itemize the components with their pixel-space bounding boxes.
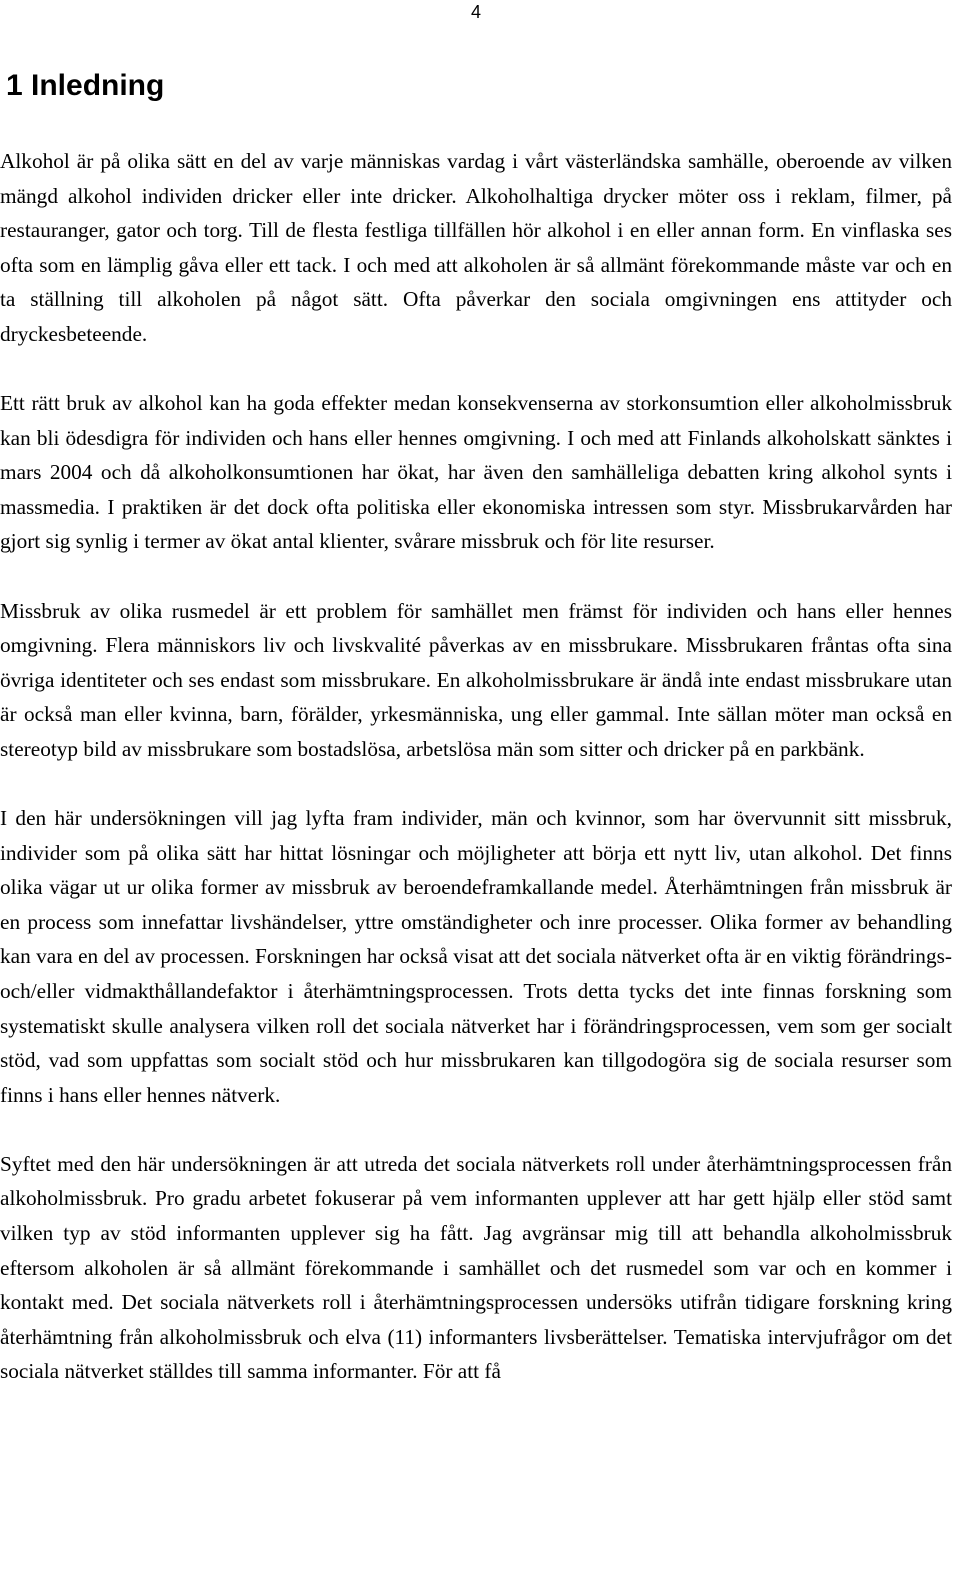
paragraph-2: Ett rätt bruk av alkohol kan ha goda effekter medan konsekvenserna av storkonsumtion eller alkoholmissbruk kan bli ödesdigra för individen och hans eller hennes omgivning. I och med att Finlands alkoholskatt sänktes i mars 2004 och då alkoholkonsumtionen har ökat, har även den samhälleliga debatten kring alkohol synts i massmedia. I praktiken är det dock ofta politiska eller ekonomiska intressen som styr. Missbrukarvården har gjort sig synlig i termer av ökat antal klienter, svårare missbruk och för lite resurser. <box>0 391 952 554</box>
chapter-heading: 1 Inledning <box>6 69 165 102</box>
paragraph-3: Missbruk av olika rusmedel är ett problem för samhället men främst för individen och hans eller hennes omgivning. Flera människors liv och livskvalité påverkas av en missbrukare. Missbrukaren fråntas ofta sina övriga identiteter och ses endast som missbrukare. En alkoholmissbrukare är ändå inte endast missbrukare utan är också man eller kvinna, barn, förälder, yrkesmänniska, ung eller gammal. Inte sällan möter man också en stereotyp bild av missbrukare som bostadslösa, arbetslösa män som sitter och dricker på en parkbänk. <box>0 598 952 761</box>
body-text <box>0 144 952 1389</box>
paragraph-4: I den här undersökningen vill jag lyfta fram individer, män och kvinnor, som har övervunnit sitt missbruk, individer som på olika sätt har hittat lösningar och möjligheter att börja ett nytt liv, utan alkohol. Det finns olika vägar ut ur olika former av missbruk av beroendeframkallande medel. Återhämtningen från missbruk är en process som innefattar livshändelser, yttre omständigheter och inre processer. Olika former av behandling kan vara en del av processen. Forskningen har också visat att det sociala nätverket ofta är en viktig förändrings- och/eller vidmakthållandefaktor i återhämtningsprocessen. Trots detta tycks det inte finnas forskning som systematiskt skulle analysera vilken roll det sociala nätverket har i förändringsprocessen, vem som ger socialt stöd, vad som uppfattas som socialt stöd och hur missbrukaren kan tillgodogöra sig de sociala resurser som finns i hans eller hennes nätverk. <box>0 806 952 1107</box>
paragraph-1: Alkohol är på olika sätt en del av varje människas vardag i vårt västerländska samhälle, oberoende av vilken mängd alkohol individen dricker eller inte dricker. Alkoholhaltiga drycker möter oss i reklam, filmer, på restauranger, gator och torg. Till de flesta festliga tillfällen hör alkohol i en eller annan form. En vinflaska ses ofta som en lämplig gåva eller ett tack. I och med att alkoholen är så allmänt förekommande måste var och en ta ställning till alkoholen på något sätt. Ofta påverkar den sociala omgivningen ens attityder och dryckesbeteende. <box>0 149 952 346</box>
page-number: 4 <box>470 2 481 22</box>
paragraph-5: Syftet med den här undersökningen är att utreda det sociala nätverkets roll under återhämtningsprocessen från alkoholmissbruk. Pro gradu arbetet fokuserar på vem informanten upplever att har gett hjälp eller stöd samt vilken typ av stöd informanten upplever sig ha fått. Jag avgränsar mig till att behandla alkoholmissbruk eftersom alkoholen är så allmänt förekommande i samhället och det rusmedel som var och en kommer i kontakt med. Det sociala nätverkets roll i återhämtningsprocessen undersöks utifrån tidigare forskning kring återhämtning från alkoholmissbruk och elva (11) informanters livsberättelser. Tematiska intervjufrågor om det sociala nätverket ställdes till samma informanter. För att få <box>0 1151 952 1384</box>
